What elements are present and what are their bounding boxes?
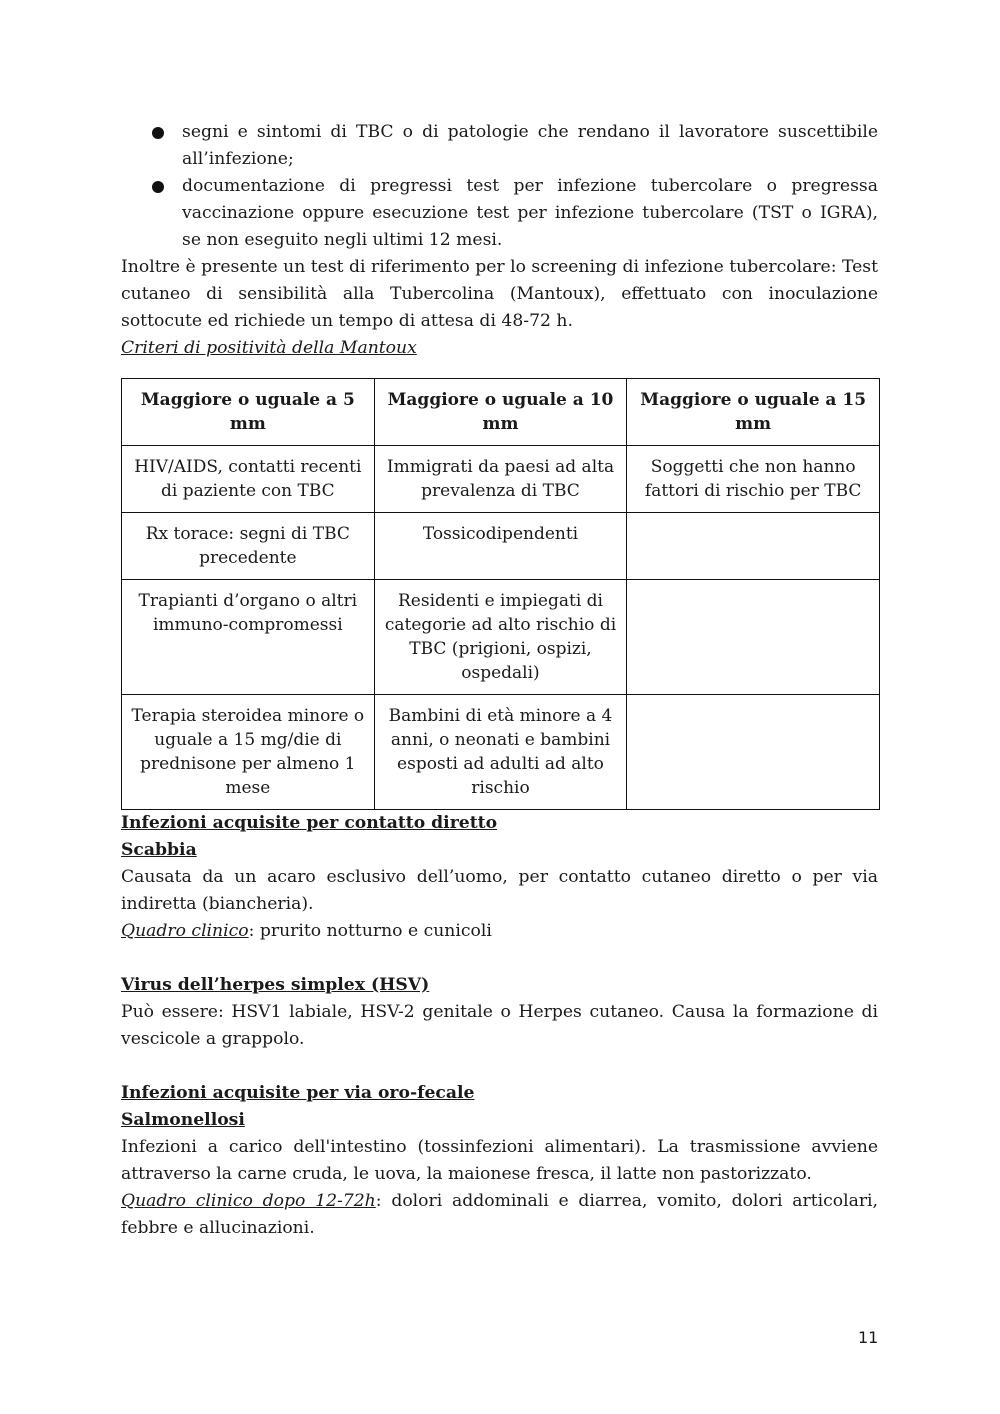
table-row bbox=[122, 580, 880, 695]
spacer bbox=[121, 1053, 878, 1080]
table-cell: Soggetti che non hanno fattori di rischio per TBC bbox=[627, 446, 880, 513]
bullet-icon bbox=[152, 181, 164, 193]
table-cell: Rx torace: segni di TBC precedente bbox=[122, 513, 375, 580]
table-cell: Residenti e impiegati di categorie ad alto rischio di TBC (prigioni, ospizi, ospedali) bbox=[374, 580, 627, 695]
table-row bbox=[122, 513, 880, 580]
list-item-text: documentazione di pregressi test per infezione tubercolare o pregressa vaccinazione oppure esecuzione test per infezione tubercolare (TST o IGRA), se non eseguito negli ultimi 12 mesi. bbox=[182, 176, 878, 250]
table-row bbox=[122, 695, 880, 810]
table-cell: Terapia steroidea minore o uguale a 15 mg/die di prednisone per almeno 1 mese bbox=[122, 695, 375, 810]
salmonellosi-text: Infezioni a carico dell'intestino (tossinfezioni alimentari). La trasmissione avviene attraverso la carne cruda, le uova, la maionese fresca, il latte non pastorizzato. bbox=[121, 1137, 878, 1184]
hsv-text: Può essere: HSV1 labiale, HSV-2 genitale o Herpes cutaneo. Causa la formazione di vescicole a grappolo. bbox=[121, 1002, 878, 1049]
list-item bbox=[121, 119, 878, 173]
scabbia-text: Causata da un acaro esclusivo dell’uomo, per contatto cutaneo diretto o per via indiretta (biancheria). bbox=[121, 867, 878, 914]
clinical-text: : dolori addominali e diarrea, vomito, dolori articolari, febbre e allucinazioni. bbox=[121, 1191, 879, 1238]
clinical-label: Quadro clinico bbox=[121, 921, 249, 941]
section-title-orofecal: Infezioni acquisite per via oro-fecale bbox=[121, 1083, 475, 1103]
clinical-label: Quadro clinico dopo 12-72h bbox=[121, 1191, 376, 1211]
mantoux-criteria-table bbox=[121, 378, 880, 810]
mantoux-table-wrapper bbox=[121, 378, 878, 810]
list-item-text: segni e sintomi di TBC o di patologie che rendano il lavoratore suscettibile all’infezione; bbox=[182, 122, 878, 169]
requirements-list bbox=[121, 119, 878, 254]
header-cell: Maggiore o uguale a 15 mm bbox=[627, 379, 880, 446]
salmonellosi-clinical bbox=[121, 1188, 878, 1242]
table-cell: Bambini di età minore a 4 anni, o neonati e bambini esposti ad adulti ad alto rischio bbox=[374, 695, 627, 810]
subsection-title-hsv: Virus dell’herpes simplex (HSV) bbox=[121, 975, 430, 995]
table-cell: Tossicodipendenti bbox=[374, 513, 627, 580]
page-number: 11 bbox=[858, 1328, 879, 1347]
bullet-icon bbox=[152, 127, 164, 139]
list-item bbox=[121, 173, 878, 254]
table-cell: HIV/AIDS, contatti recenti di paziente con TBC bbox=[122, 446, 375, 513]
header-cell: Maggiore o uguale a 10 mm bbox=[374, 379, 627, 446]
table-cell: Immigrati da paesi ad alta prevalenza di TBC bbox=[374, 446, 627, 513]
header-cell: Maggiore o uguale a 5 mm bbox=[122, 379, 375, 446]
spacer bbox=[121, 945, 878, 972]
clinical-text: : prurito notturno e cunicoli bbox=[248, 921, 492, 941]
table-cell bbox=[627, 580, 880, 695]
table-cell bbox=[627, 695, 880, 810]
subsection-title-salmonellosi: Salmonellosi bbox=[121, 1110, 245, 1130]
section-title-contact: Infezioni acquisite per contatto diretto bbox=[121, 813, 498, 833]
table-cell bbox=[627, 513, 880, 580]
page-content bbox=[121, 119, 878, 1242]
subsection-title-scabbia: Scabbia bbox=[121, 840, 197, 860]
intro-paragraph: Inoltre è presente un test di riferimento per lo screening di infezione tubercolare: Test cutaneo di sensibilità alla Tubercolina (Mantoux), effettuato con inoculazione sottocute ed richiede un tempo di attesa di 48-72 h. bbox=[121, 257, 878, 331]
table-cell: Trapianti d’organo o altri immuno-compromessi bbox=[122, 580, 375, 695]
table-header-row bbox=[122, 379, 880, 446]
scabbia-clinical bbox=[121, 918, 878, 945]
table-caption: Criteri di positività della Mantoux bbox=[121, 338, 417, 358]
table-row bbox=[122, 446, 880, 513]
